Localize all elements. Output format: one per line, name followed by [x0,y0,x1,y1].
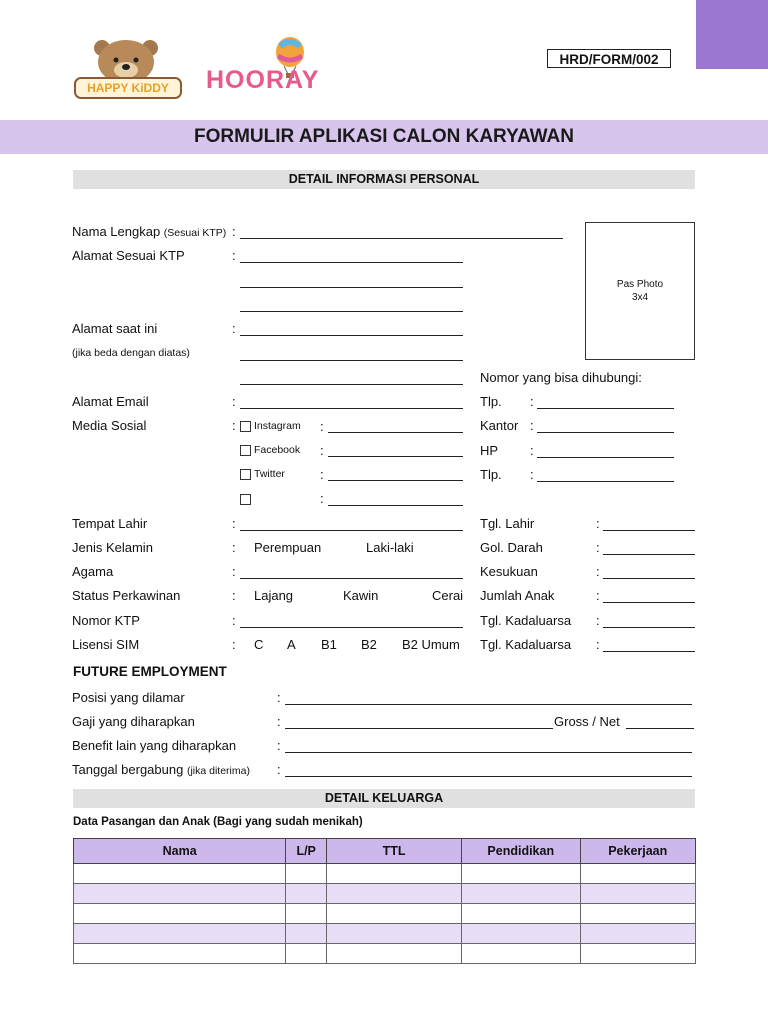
col-nama: Nama [74,839,286,864]
tlp-label: Tlp. [480,394,502,409]
colon: : [232,418,236,433]
tanggal-note: (jika diterima) [186,765,250,777]
table-cell[interactable] [74,884,286,904]
table-row [74,924,696,944]
family-table-header [74,839,696,864]
tanggal-label [72,762,250,777]
option-cerai[interactable]: Cerai [432,588,464,603]
sim-label: Lisensi SIM [72,637,140,652]
corner-accent [696,0,768,69]
table-cell[interactable] [286,884,327,904]
table-row [74,944,696,964]
table-cell[interactable] [74,904,286,924]
table-cell[interactable] [580,864,696,884]
colon: : [232,321,236,336]
gross-net-label: Gross / Net [554,714,620,729]
table-cell[interactable] [462,884,581,904]
photo-label [585,278,695,304]
table-cell[interactable] [327,944,462,964]
table-cell[interactable] [74,944,286,964]
tlp2-field[interactable] [537,481,674,482]
colon: : [277,690,281,705]
twitter-label: Twitter [254,468,285,480]
colon: : [596,540,600,555]
table-cell[interactable] [327,904,462,924]
alamat-ini-field-1[interactable] [240,335,463,336]
page-title: FORMULIR APLIKASI CALON KARYAWAN [194,126,574,147]
instagram-field[interactable] [328,432,463,433]
colon: : [232,564,236,579]
colon: : [596,516,600,531]
twitter-checkbox[interactable] [240,469,251,480]
alamat-ktp-field-3[interactable] [240,311,463,312]
instagram-label: Instagram [254,420,301,432]
tgl-kadaluarsa-ktp-label: Tgl. Kadaluarsa [480,613,572,628]
alamat-ktp-field-2[interactable] [240,287,463,288]
agama-label: Agama [72,564,114,579]
option-lajang[interactable]: Lajang [254,588,294,603]
col-lp: L/P [286,839,327,864]
option-sim-a[interactable]: A [287,637,296,652]
jumlah-anak-field[interactable] [603,602,695,603]
nama-label-text: Nama Lengkap [72,224,161,239]
facebook-field[interactable] [328,456,463,457]
section-future: FUTURE EMPLOYMENT [73,664,227,679]
colon: : [596,564,600,579]
family-subtitle: Data Pasangan dan Anak (Bagi yang sudah menikah) [73,816,363,828]
alamat-ktp-label: Alamat Sesuai KTP [72,248,185,263]
nama-field[interactable] [240,238,563,239]
ktp-label: Nomor KTP [72,613,140,628]
tgl-lahir-field[interactable] [603,530,695,531]
kantor-field[interactable] [537,432,674,433]
other-social-field[interactable] [328,505,463,506]
colon: : [530,467,534,482]
table-cell[interactable] [580,944,696,964]
option-sim-c[interactable]: C [254,637,264,652]
table-cell[interactable] [286,924,327,944]
alamat-ktp-field-1[interactable] [240,262,463,263]
tlp2-label: Tlp. [480,467,502,482]
kantor-label: Kantor [480,418,519,433]
table-cell[interactable] [327,924,462,944]
contact-heading: Nomor yang bisa dihubungi: [480,370,642,385]
photo-label-line1: Pas Photo [616,279,664,290]
colon: : [596,637,600,652]
ktp-field[interactable] [240,627,463,628]
nama-label [72,224,226,239]
table-cell[interactable] [327,864,462,884]
colon: : [530,443,534,458]
photo-label-line2: 3x4 [631,292,649,303]
tanggal-label-text: Tanggal bergabung [72,762,184,777]
colon: : [232,588,236,603]
facebook-checkbox[interactable] [240,445,251,456]
alamat-ini-label: Alamat saat ini [72,321,158,336]
colon: : [232,637,236,652]
hp-field[interactable] [537,457,674,458]
alamat-ini-field-2[interactable] [240,360,463,361]
table-cell[interactable] [286,904,327,924]
table-cell[interactable] [74,864,286,884]
colon: : [596,613,600,628]
tempat-lahir-field[interactable] [240,530,463,531]
gol-darah-label: Gol. Darah [480,540,543,555]
table-cell[interactable] [327,884,462,904]
colon: : [232,224,236,239]
table-cell[interactable] [286,944,327,964]
alamat-ini-field-3[interactable] [240,384,463,385]
colon: : [320,419,324,434]
gaji-field[interactable] [285,728,553,729]
family-table [73,838,696,964]
colon: : [277,762,281,777]
colon: : [232,516,236,531]
posisi-field[interactable] [285,704,692,705]
jumlah-anak-label: Jumlah Anak [480,588,555,603]
option-sim-b1[interactable]: B1 [321,637,337,652]
table-cell[interactable] [286,864,327,884]
colon: : [530,394,534,409]
facebook-label: Facebook [254,444,301,456]
happy-kiddy-logo-text: HAPPY KiDDY [87,81,169,95]
status-label: Status Perkawinan [72,588,181,603]
option-sim-b2-umum[interactable]: B2 Umum [402,637,460,652]
option-perempuan[interactable]: Perempuan [254,540,322,555]
table-cell[interactable] [462,924,581,944]
form-code: HRD/FORM/002 [547,49,671,68]
kesukuan-label: Kesukuan [480,564,538,579]
instagram-checkbox[interactable] [240,421,251,432]
tgl-kadaluarsa-ktp-field[interactable] [603,627,695,628]
colon: : [232,613,236,628]
kesukuan-field[interactable] [603,578,695,579]
colon: : [277,738,281,753]
tempat-lahir-label: Tempat Lahir [72,516,148,531]
hooray-logo-text: HOORAY [206,66,320,94]
alamat-ini-note: (jika beda dengan diatas) [72,347,190,359]
colon: : [320,491,324,506]
other-social-checkbox[interactable] [240,494,251,505]
colon: : [320,467,324,482]
medsos-label: Media Sosial [72,418,147,433]
table-cell[interactable] [580,924,696,944]
colon: : [277,714,281,729]
colon: : [232,540,236,555]
gaji-label: Gaji yang diharapkan [72,714,195,729]
table-cell[interactable] [580,904,696,924]
colon: : [232,248,236,263]
option-kawin[interactable]: Kawin [343,588,379,603]
jenis-kelamin-label: Jenis Kelamin [72,540,153,555]
option-laki-laki[interactable]: Laki-laki [366,540,414,555]
option-sim-b2[interactable]: B2 [361,637,377,652]
table-row [74,904,696,924]
tlp-field[interactable] [537,408,674,409]
twitter-field[interactable] [328,480,463,481]
gol-darah-field[interactable] [603,554,695,555]
tgl-lahir-label: Tgl. Lahir [480,516,535,531]
benefit-field[interactable] [285,752,692,753]
colon: : [232,394,236,409]
tgl-kadaluarsa-sim-field[interactable] [603,651,695,652]
section-personal: DETAIL INFORMASI PERSONAL [73,170,695,189]
table-cell[interactable] [462,944,581,964]
colon: : [530,418,534,433]
benefit-label: Benefit lain yang diharapkan [72,738,237,753]
table-cell[interactable] [462,904,581,924]
gross-net-field[interactable] [626,728,694,729]
email-field[interactable] [240,408,463,409]
section-family: DETAIL KELUARGA [73,789,695,808]
tanggal-field[interactable] [285,776,692,777]
colon: : [320,443,324,458]
email-label: Alamat Email [72,394,149,409]
col-pendidikan: Pendidikan [462,839,581,864]
colon: : [596,588,600,603]
table-cell[interactable] [74,924,286,944]
agama-field[interactable] [240,578,463,579]
posisi-label: Posisi yang dilamar [72,690,185,705]
hp-label: HP [480,443,499,458]
col-pekerjaan: Pekerjaan [580,839,696,864]
table-row [74,884,696,904]
table-row [74,864,696,884]
tgl-kadaluarsa-sim-label: Tgl. Kadaluarsa [480,637,572,652]
col-ttl: TTL [327,839,462,864]
nama-note: (Sesuai KTP) [163,227,227,239]
table-cell[interactable] [580,884,696,904]
table-cell[interactable] [462,864,581,884]
